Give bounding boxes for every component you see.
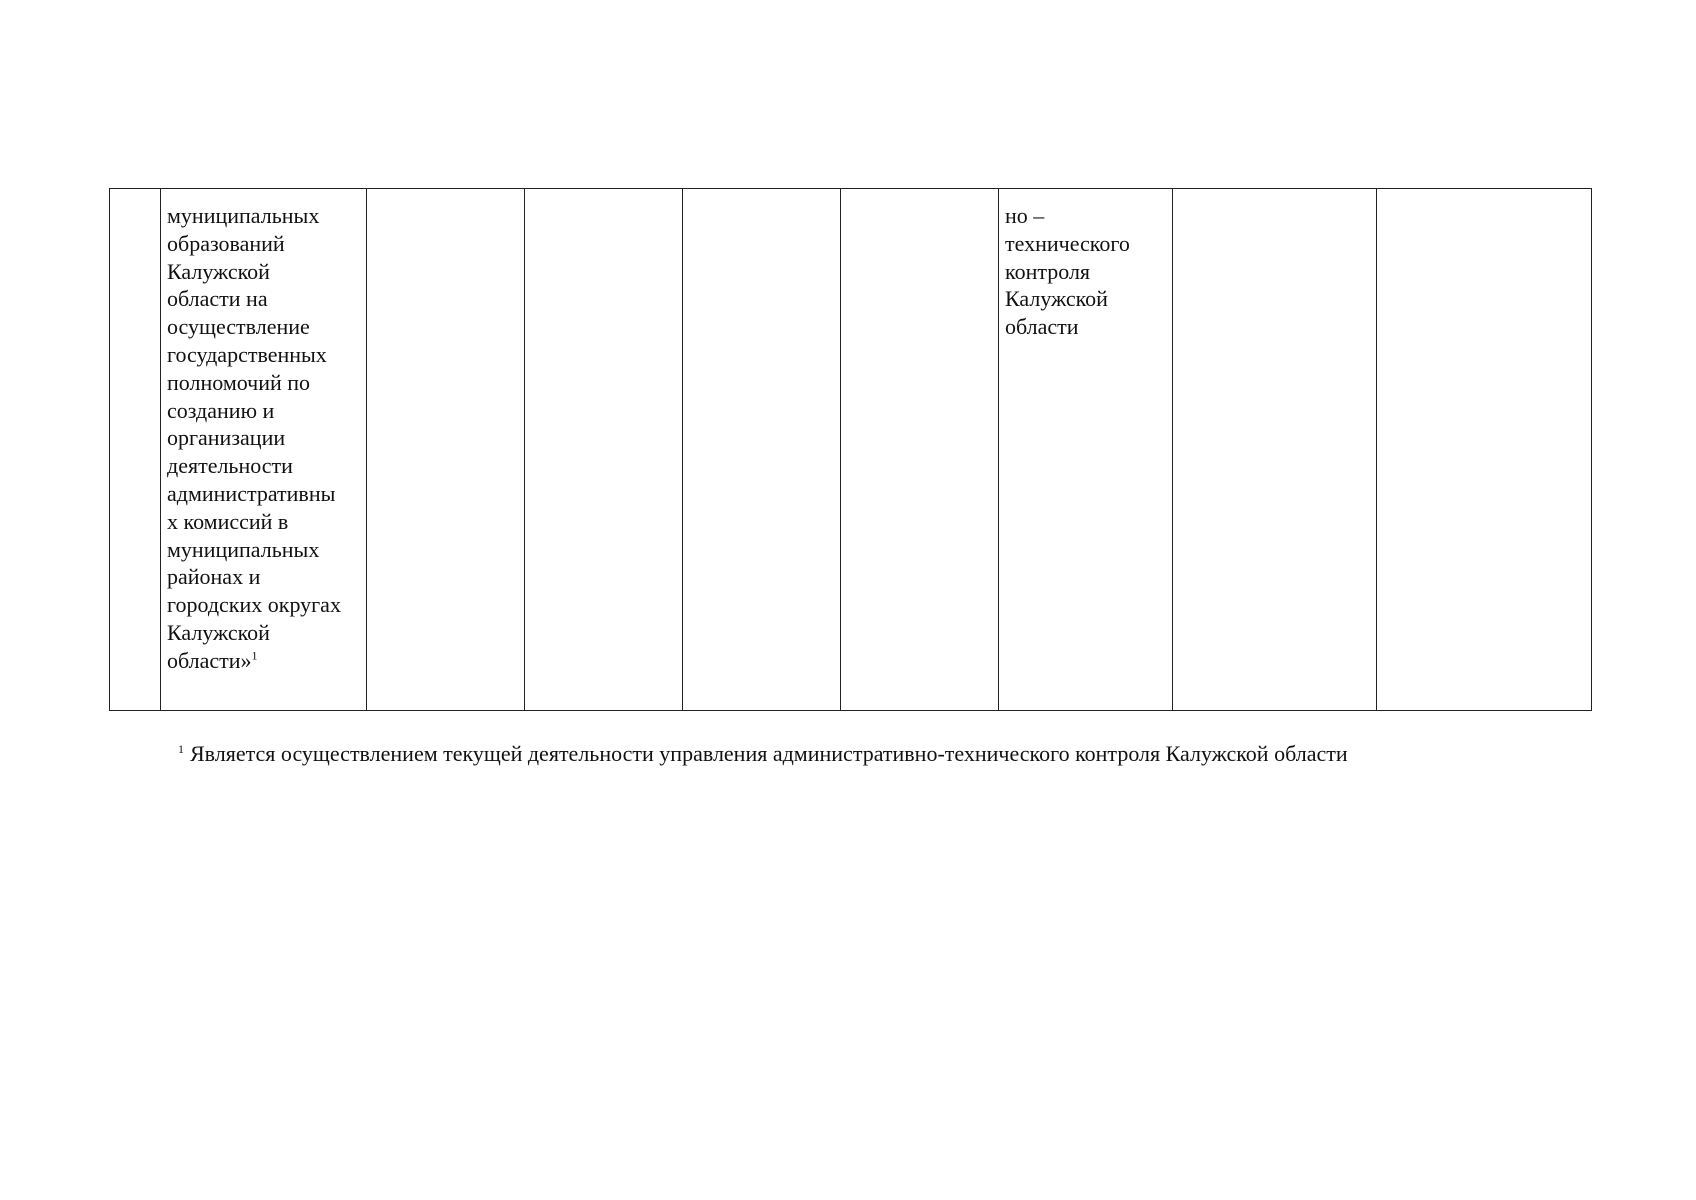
table-cell-empty-8	[1173, 189, 1377, 711]
footnote	[178, 740, 1348, 768]
table-cell-responsible	[999, 189, 1173, 711]
table-cell-empty-9	[1377, 189, 1592, 711]
table-cell-number	[110, 189, 161, 711]
table-cell-name	[161, 189, 367, 711]
table-cell-empty-5	[683, 189, 841, 711]
document-table	[109, 188, 1592, 711]
table-cell-responsible-text: но – технического контроля Калужской области	[1005, 203, 1130, 340]
footnote-text: Является осуществлением текущей деятельности управления административно-технического контроля Калужской области	[190, 741, 1348, 766]
table-row	[110, 189, 1592, 711]
table-cell-empty-4	[525, 189, 683, 711]
table-cell-name-text: муниципальных образований Калужской области на осуществление государственных полномочий по созданию и организации деятельности административны х комиссий в муниципальных районах и городских округах Калужской области»	[167, 203, 341, 673]
table-cell-empty-6	[841, 189, 999, 711]
footnote-reference: 1	[251, 648, 258, 663]
table-cell-empty-3	[367, 189, 525, 711]
footnote-mark: 1	[178, 741, 184, 756]
